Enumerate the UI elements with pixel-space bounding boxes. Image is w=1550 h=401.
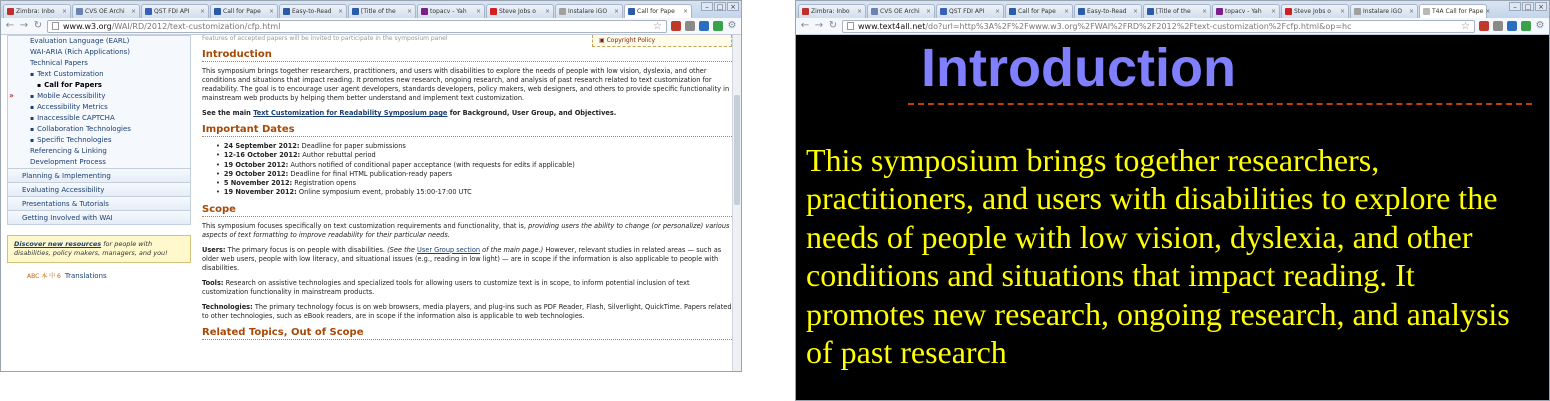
date-description: Online symposium event, probably 15:00-17:00 UTC bbox=[296, 188, 472, 197]
introduction-heading: Introduction bbox=[202, 49, 732, 62]
users-label: Users: bbox=[202, 245, 226, 254]
dates-list bbox=[202, 142, 732, 198]
browser-tab[interactable] bbox=[1074, 4, 1142, 18]
scope-text: This symposium focuses specifically on text customization requirements and functionality, that is, bbox=[202, 221, 529, 230]
w3c-browser-window bbox=[0, 0, 742, 372]
date-item bbox=[216, 151, 732, 160]
translations-link[interactable] bbox=[7, 271, 191, 280]
tab-close-icon[interactable]: × bbox=[475, 8, 481, 15]
bookmark-star-icon[interactable]: ☆ bbox=[653, 20, 662, 32]
clipped-text: Features of accepted papers will be invited to participate in the symposium panel bbox=[202, 35, 448, 42]
favicon-icon bbox=[559, 8, 566, 15]
sidebar-nav-item[interactable]: Evaluation Language (EARL) bbox=[30, 37, 130, 45]
sidebar-nav-item[interactable]: ▪ Mobile Accessibility bbox=[8, 91, 190, 102]
browser-tab[interactable] bbox=[1143, 4, 1211, 18]
vertical-scrollbar[interactable] bbox=[732, 35, 741, 371]
signal-icon[interactable] bbox=[713, 21, 723, 31]
tools-label: Tools: bbox=[202, 278, 224, 287]
sidebar-nav-item[interactable]: Development Process bbox=[30, 158, 106, 166]
favicon-icon bbox=[7, 8, 14, 15]
translations-icon: ABC 本 中 6 bbox=[27, 273, 61, 280]
tab-title: Instalare iGO bbox=[1363, 8, 1403, 15]
favicon-icon bbox=[802, 8, 809, 15]
extension-icon[interactable] bbox=[685, 21, 695, 31]
users-see-post: of the main page.) bbox=[480, 245, 544, 254]
favicon-icon bbox=[1147, 8, 1154, 15]
tab-title: T4A Call for Pape bbox=[1432, 8, 1484, 15]
window-controls bbox=[1509, 2, 1547, 11]
favicon-icon bbox=[214, 8, 221, 15]
date-description: Author rebuttal period bbox=[300, 151, 376, 160]
forward-arrow-icon[interactable]: → bbox=[19, 20, 29, 31]
tab-title: CVS OE Archi bbox=[880, 8, 920, 15]
extension-icon[interactable] bbox=[1507, 21, 1517, 31]
main-content bbox=[202, 35, 732, 345]
date-label: 12-16 October 2012: bbox=[223, 151, 301, 160]
date-label: 24 September 2012: bbox=[223, 142, 300, 150]
tab-title: Zimbra: Inbo bbox=[16, 8, 55, 15]
tab-close-icon[interactable]: × bbox=[994, 8, 1000, 15]
users-paragraph bbox=[202, 246, 732, 273]
browser-tab[interactable] bbox=[867, 4, 935, 18]
intro-paragraph: This symposium brings together researchers, practitioners, and users with disabilities to explore the needs of people with low vision, dyslexia, and other conditions and situations that impact reading. It promotes new research, ongoing research, and analysis of past research bbox=[806, 142, 1510, 371]
tab-close-icon[interactable]: × bbox=[544, 8, 550, 15]
tab-strip bbox=[1, 1, 741, 18]
tab-close-icon[interactable]: × bbox=[925, 8, 931, 15]
tab-title: Call for Pape bbox=[1018, 8, 1056, 15]
tab-close-icon[interactable]: × bbox=[61, 8, 67, 15]
tab-close-icon[interactable]: × bbox=[1270, 8, 1276, 15]
back-arrow-icon[interactable]: ← bbox=[5, 20, 15, 31]
nav-section-getting-involved[interactable]: Getting Involved with WAI bbox=[7, 211, 191, 225]
browser-tab[interactable] bbox=[279, 4, 347, 18]
tab-close-icon[interactable]: × bbox=[613, 8, 619, 15]
favicon-icon bbox=[940, 8, 947, 15]
users-text-2: However, relevant studies in related areas — such as older web users, people with low literacy, and situational issues (e.g., reading in low light) — are in scope if the information is also applicable to people with disabilities. bbox=[202, 245, 722, 272]
technologies-label: Technologies: bbox=[202, 302, 253, 311]
close-window-button[interactable]: × bbox=[1535, 2, 1547, 11]
tab-close-icon[interactable]: × bbox=[856, 8, 862, 15]
browser-toolbar bbox=[1, 18, 741, 35]
sidebar-nav-item[interactable]: ▪ Call for Papers bbox=[8, 80, 190, 91]
tab-close-icon[interactable]: × bbox=[682, 8, 688, 15]
tab-close-icon[interactable]: × bbox=[1408, 8, 1414, 15]
minimize-button[interactable]: – bbox=[1509, 2, 1521, 11]
tab-close-icon[interactable]: × bbox=[130, 8, 136, 15]
page-icon bbox=[52, 22, 59, 30]
date-item bbox=[216, 188, 732, 197]
tab-close-icon[interactable]: × bbox=[1339, 8, 1345, 15]
favicon-icon bbox=[1216, 8, 1223, 15]
back-arrow-icon[interactable]: ← bbox=[800, 20, 810, 31]
browser-tab[interactable] bbox=[72, 4, 140, 18]
tab-close-icon[interactable]: × bbox=[199, 8, 205, 15]
browser-tab[interactable] bbox=[210, 4, 278, 18]
tab-close-icon[interactable]: × bbox=[1063, 8, 1069, 15]
tab-title: topacv - Yah bbox=[1225, 8, 1262, 15]
favicon-icon bbox=[628, 8, 635, 15]
url-path: /WAI/RD/2012/text-customization/cfp.html bbox=[111, 21, 281, 31]
sidebar-nav-item[interactable]: ▪ Text Customization bbox=[8, 69, 190, 80]
favicon-icon bbox=[1009, 8, 1016, 15]
promo-text: for people with disabilities, policy makers, managers, and you! bbox=[14, 240, 168, 257]
users-text-1: The primary focus is on people with disabilities. bbox=[225, 245, 388, 254]
date-item bbox=[216, 142, 732, 151]
nav-section-presentations[interactable]: Presentations & Tutorials bbox=[7, 197, 191, 211]
tab-close-icon[interactable]: × bbox=[406, 8, 412, 15]
technologies-text: The primary technology focus is on web browsers, media players, and plug-ins such as PDF Reader, Flash, Silverlight, QuickTime. Papers related to other technologies, such as eBook readers, are in scope if the information also is applicable to web technologies. bbox=[202, 302, 732, 320]
favicon-icon bbox=[1285, 8, 1292, 15]
browser-tab[interactable] bbox=[798, 4, 866, 18]
scrollbar-thumb[interactable] bbox=[734, 95, 740, 205]
tab-title: [Title of the bbox=[361, 8, 396, 15]
nav-section-planning[interactable]: Planning & Implementing bbox=[7, 169, 191, 183]
tab-close-icon[interactable]: × bbox=[1485, 8, 1491, 15]
see-main-post: for Background, User Group, and Objectives. bbox=[447, 109, 617, 117]
favicon-icon bbox=[871, 8, 878, 15]
date-description: Authors notified of conditional paper acceptance (with requests for edits if applicable) bbox=[288, 160, 575, 169]
date-label: 29 October 2012: bbox=[223, 169, 289, 178]
nav-section-evaluating[interactable]: Evaluating Accessibility bbox=[7, 183, 191, 197]
maximize-button[interactable]: □ bbox=[714, 2, 726, 11]
window-controls bbox=[701, 2, 739, 11]
clipped-top-text bbox=[202, 35, 732, 47]
date-description: Deadline for final HTML publication-ready papers bbox=[288, 169, 453, 178]
browser-tab[interactable] bbox=[555, 4, 623, 18]
favicon-icon bbox=[1078, 8, 1085, 15]
date-description: Deadline for paper submissions bbox=[299, 142, 406, 150]
date-label: 19 November 2012: bbox=[223, 188, 297, 197]
nav-tree bbox=[7, 35, 191, 169]
tab-close-icon[interactable]: × bbox=[337, 8, 343, 15]
extension-icon[interactable] bbox=[1493, 21, 1503, 31]
sidebar-nav-item[interactable]: ▪ Collaboration Technologies bbox=[8, 124, 190, 135]
tab-close-icon[interactable]: × bbox=[1201, 8, 1207, 15]
date-label: 19 October 2012: bbox=[223, 160, 289, 169]
scope-paragraph bbox=[202, 222, 732, 240]
tab-title: Easy-to-Read bbox=[1087, 8, 1127, 15]
close-window-button[interactable]: × bbox=[727, 2, 739, 11]
forward-arrow-icon[interactable]: → bbox=[814, 20, 824, 31]
browser-tab[interactable] bbox=[1005, 4, 1073, 18]
browser-tab[interactable] bbox=[1419, 4, 1491, 18]
copyright-policy-label: Copyright Policy bbox=[606, 37, 656, 44]
translations-label: Translations bbox=[64, 271, 107, 280]
url-host: www.text4all.net bbox=[858, 21, 926, 31]
current-section-marker: » bbox=[9, 91, 14, 100]
url-path: /do?url=http%3A%2F%2Fwww.w3.org%2FWAI%2FRD%2F2012%2Ftext-customization%2Fcfp.html&op=hc bbox=[925, 21, 1352, 31]
extension-icon[interactable] bbox=[671, 21, 681, 31]
url-host: www.w3.org bbox=[63, 21, 112, 31]
user-group-link[interactable]: User Group section bbox=[417, 245, 481, 254]
heading-divider bbox=[908, 103, 1532, 105]
address-bar[interactable] bbox=[47, 20, 667, 33]
scope-heading: Scope bbox=[202, 204, 732, 217]
sidebar-nav-item[interactable]: WAI-ARIA (Rich Applications) bbox=[30, 48, 131, 56]
tab-title: Zimbra: Inbo bbox=[811, 8, 850, 15]
tab-close-icon[interactable]: × bbox=[1132, 8, 1138, 15]
tab-title: QST FDI API bbox=[154, 8, 190, 15]
tab-title: topacv - Yah bbox=[430, 8, 467, 15]
favicon-icon bbox=[490, 8, 497, 15]
related-topics-heading: Related Topics, Out of Scope bbox=[202, 327, 732, 340]
text4all-browser-window bbox=[795, 0, 1550, 401]
technologies-paragraph bbox=[202, 303, 732, 321]
favicon-icon bbox=[421, 8, 428, 15]
see-main-pre: See the main bbox=[202, 109, 254, 117]
sidebar-nav-item[interactable]: Technical Papers bbox=[30, 59, 88, 67]
date-label: 5 November 2012: bbox=[223, 179, 293, 188]
wrench-menu-icon[interactable]: ⚙ bbox=[1535, 20, 1545, 31]
browser-tab[interactable] bbox=[486, 4, 554, 18]
favicon-icon bbox=[352, 8, 359, 15]
copyright-policy-link[interactable]: ▣ Copyright Policy bbox=[592, 35, 732, 47]
symposium-page-link[interactable]: Text Customization for Readability Symposium page bbox=[253, 109, 448, 117]
maximize-button[interactable]: □ bbox=[1522, 2, 1534, 11]
favicon-icon bbox=[76, 8, 83, 15]
see-main-paragraph bbox=[202, 109, 732, 118]
reload-icon[interactable]: ↻ bbox=[33, 20, 43, 31]
date-item bbox=[216, 179, 732, 188]
favicon-icon bbox=[145, 8, 152, 15]
browser-tab[interactable] bbox=[348, 4, 416, 18]
browser-tab[interactable] bbox=[936, 4, 1004, 18]
promo-box bbox=[7, 235, 191, 263]
date-description: Registration opens bbox=[292, 179, 357, 188]
extension-icon[interactable] bbox=[1479, 21, 1489, 31]
extension-icon[interactable] bbox=[699, 21, 709, 31]
tab-strip bbox=[796, 1, 1549, 18]
important-dates-heading: Important Dates bbox=[202, 124, 732, 137]
tab-title: Call for Pape bbox=[637, 8, 675, 15]
tools-paragraph bbox=[202, 279, 732, 297]
browser-tab[interactable] bbox=[624, 4, 692, 18]
tab-title: Call for Pape bbox=[223, 8, 261, 15]
page-icon bbox=[847, 22, 854, 30]
tab-title: CVS OE Archi bbox=[85, 8, 125, 15]
favicon-icon bbox=[283, 8, 290, 15]
wai-sidebar-nav bbox=[7, 35, 191, 373]
browser-tab[interactable] bbox=[417, 4, 485, 18]
intro-paragraph: This symposium brings together researchers, practitioners, and users with disabilities to explore the needs of people with low vision, dyslexia, and other conditions and situations that impact reading. It promotes new research, ongoing research, and analysis of past research related to text customization for readability. The goal is to encourage user agent developers, standards developers, policy makers, web designers, and others to provide specific functionality in mainstream web products by helping them better understand and implement text customization. bbox=[202, 67, 730, 102]
browser-tab[interactable] bbox=[1212, 4, 1280, 18]
tab-close-icon[interactable]: × bbox=[268, 8, 274, 15]
favicon-icon bbox=[1423, 8, 1430, 15]
sidebar-nav-item[interactable]: ▪ Specific Technologies bbox=[8, 135, 190, 146]
tab-title: [Title of the bbox=[1156, 8, 1191, 15]
high-contrast-page bbox=[796, 35, 1549, 400]
address-bar[interactable] bbox=[842, 20, 1475, 33]
tab-title: Steve Jobs o bbox=[499, 8, 536, 15]
browser-tab[interactable] bbox=[141, 4, 209, 18]
browser-toolbar bbox=[796, 18, 1549, 35]
users-see: (See the bbox=[387, 245, 417, 254]
date-item bbox=[216, 161, 732, 170]
tab-title: QST FDI API bbox=[949, 8, 985, 15]
scope-emphasis: providing users the ability to change (or personalize) various aspects of text formatting to improve readability for their particular needs. bbox=[202, 221, 730, 239]
browser-tab[interactable] bbox=[1350, 4, 1418, 18]
tab-title: Steve Jobs o bbox=[1294, 8, 1331, 15]
sidebar-nav-item[interactable]: Referencing & Linking bbox=[30, 147, 107, 155]
w3c-page bbox=[1, 35, 741, 371]
introduction-heading: Introduction bbox=[921, 38, 1236, 98]
minimize-button[interactable]: – bbox=[701, 2, 713, 11]
discover-resources-link[interactable]: Discover new resources bbox=[14, 240, 102, 248]
browser-tab[interactable] bbox=[3, 4, 71, 18]
bookmark-star-icon[interactable]: ☆ bbox=[1461, 20, 1470, 32]
tab-title: Instalare iGO bbox=[568, 8, 608, 15]
tools-text: Research on assistive technologies and specialized tools for allowing users to customize text is in scope, to inform potential inclusion of text customization functionality in mainstream products. bbox=[202, 278, 690, 296]
reload-icon[interactable]: ↻ bbox=[828, 20, 838, 31]
favicon-icon bbox=[1354, 8, 1361, 15]
browser-tab[interactable] bbox=[1281, 4, 1349, 18]
tab-title: Easy-to-Read bbox=[292, 8, 332, 15]
date-item bbox=[216, 170, 732, 179]
wrench-menu-icon[interactable]: ⚙ bbox=[727, 20, 737, 31]
signal-icon[interactable] bbox=[1521, 21, 1531, 31]
sidebar-nav-item[interactable]: ▪ Accessibility Metrics bbox=[8, 102, 190, 113]
sidebar-nav-item[interactable]: ▪ Inaccessible CAPTCHA bbox=[8, 113, 190, 124]
